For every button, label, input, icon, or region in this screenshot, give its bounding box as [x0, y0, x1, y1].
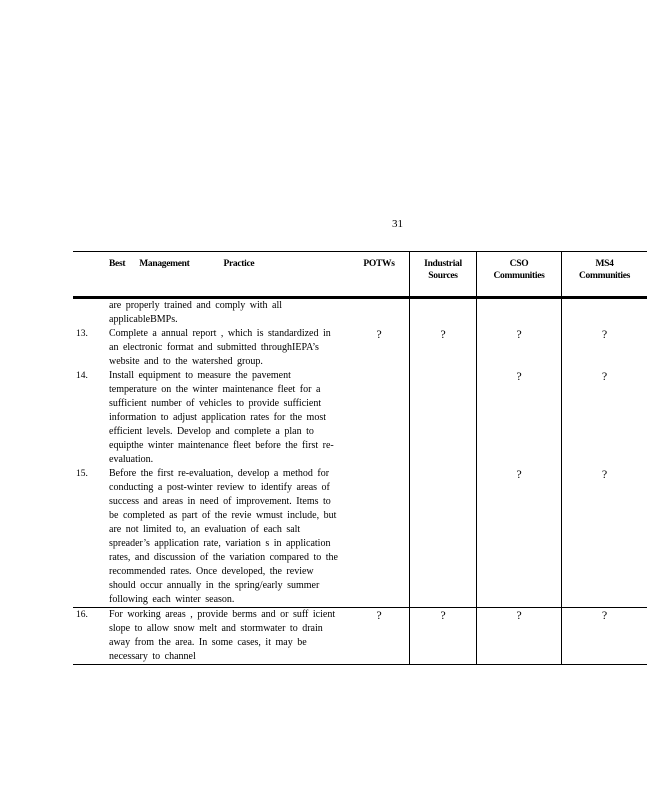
- row-number: 13.: [76, 329, 88, 339]
- cell-industrial: ?: [410, 327, 477, 369]
- header-industrial: [410, 252, 477, 298]
- cell-cso: ?: [477, 467, 562, 608]
- row-text: are properly trained and comply with all applicableBMPs.: [109, 300, 283, 325]
- cell-industrial: [410, 369, 477, 467]
- row-number: [73, 298, 103, 328]
- header-best: Best: [109, 259, 126, 269]
- bmp-table-container: [73, 251, 631, 665]
- table-header-row: [73, 252, 647, 298]
- header-cso-line2: Communities: [493, 271, 545, 281]
- header-ms4: [562, 252, 647, 298]
- header-potws: POTWs: [363, 259, 395, 269]
- cell-cso: [477, 298, 562, 328]
- table-row: [73, 369, 647, 467]
- cell-cso: ?: [477, 369, 562, 467]
- cell-cso: ?: [477, 608, 562, 665]
- row-number: 16.: [73, 608, 103, 665]
- row-text: Install equipment to measure the pavement temperature on the winter maintenance fleet for a sufficient number of vehicles to provide sufficient information to adjust application rates for the most efficient levels. Develop and complete a plan to equipthe winter maintenance fleet before the first re-evaluation.: [109, 370, 334, 465]
- header-cso: [477, 252, 562, 298]
- row-text: For working areas , provide berms and or suff icient slope to allow snow melt and stormwater to drain away from the area. In some cases, it may be necessary to channel: [103, 608, 349, 665]
- header-bmp: [103, 252, 349, 298]
- header-management: Management: [139, 259, 190, 269]
- cell-potws: ?: [376, 327, 382, 341]
- cell-ms4: [562, 298, 647, 328]
- header-ms4-line1: MS4: [595, 259, 614, 269]
- cell-industrial: [410, 298, 477, 328]
- bmp-table: [73, 251, 647, 665]
- cell-ms4: ?: [562, 467, 647, 608]
- header-industrial-line1: Industrial: [424, 259, 462, 269]
- cell-industrial: ?: [410, 608, 477, 665]
- cell-cso: ?: [477, 327, 562, 369]
- cell-ms4: ?: [562, 369, 647, 467]
- header-practice: Practice: [223, 259, 255, 269]
- header-ms4-line2: Communities: [578, 271, 631, 281]
- table-row: [73, 327, 647, 369]
- row-text: Complete a annual report , which is standardized in an electronic format and submitted throughIEPA’s website and to the watershed group.: [109, 328, 331, 367]
- cell-ms4: ?: [562, 608, 647, 665]
- table-row: [73, 298, 647, 328]
- row-number: 15.: [76, 469, 88, 479]
- header-industrial-line2: Sources: [428, 271, 458, 281]
- cell-ms4: ?: [562, 327, 647, 369]
- cell-industrial: [410, 467, 477, 608]
- cell-potws: [349, 467, 410, 608]
- cell-potws: [349, 298, 410, 328]
- table-row: [73, 608, 647, 665]
- row-number: 14.: [76, 371, 88, 381]
- header-cso-line1: CSO: [509, 259, 529, 269]
- cell-potws: ?: [349, 608, 410, 665]
- cell-potws: [349, 369, 410, 467]
- page-number: 31: [392, 218, 403, 230]
- table-row: [73, 467, 647, 608]
- header-number-col: [73, 252, 103, 298]
- row-text: Before the first re-evaluation, develop a method for conducting a post-winter review to identify areas of success and areas in need of improvement. Items to be completed as part of the revie wmust include, but are not limited to, an evaluation of each salt spreader’s application rate, variation s in application rates, and discussion of the variation compared to the recommended rates. Once developed, the review should occur annually in the spring/early summer following each winter season.: [109, 468, 338, 605]
